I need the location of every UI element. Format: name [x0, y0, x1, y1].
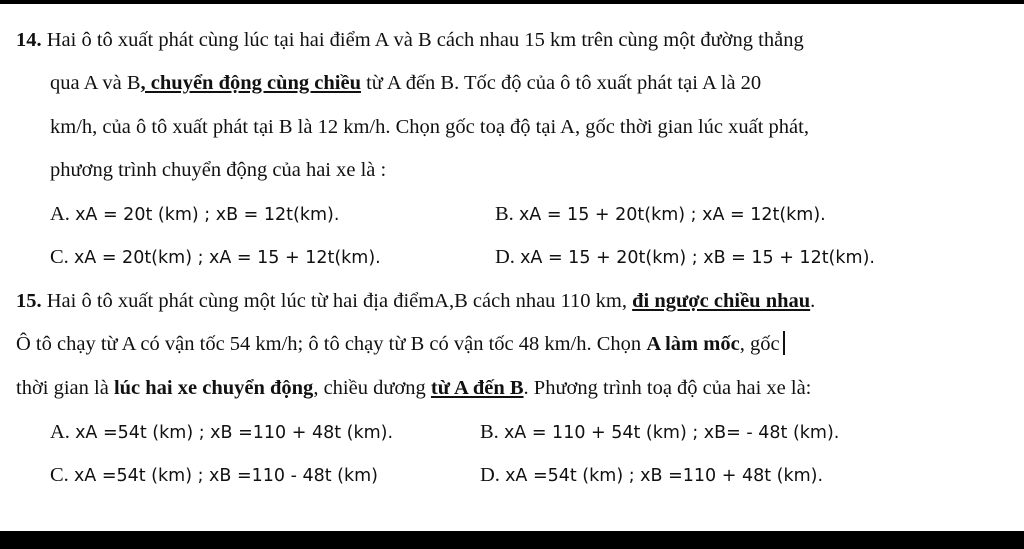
- q14-text-3: km/h, của ô tô xuất phát tại B là 12 km/h. Chọn gốc toạ độ tại A, gốc thời gian lúc xuất phát,: [50, 116, 809, 138]
- q14-option-d: [495, 244, 875, 271]
- option-label: A.: [50, 203, 70, 225]
- q15-bold-3: lúc hai xe chuyển động: [113, 377, 314, 399]
- q14-option-b: [495, 201, 826, 228]
- q15-text-1-end: .: [810, 290, 816, 312]
- option-text: xA =54t (km) ; xB =110 + 48t (km).: [505, 466, 824, 486]
- q14-text-1: Hai ô tô xuất phát cùng lúc tại hai điểm A và B cách nhau 15 km trên cùng một đường thẳng: [46, 29, 804, 51]
- q15-text-1a: Hai ô tô xuất phát cùng một lúc từ hai địa điểmA,B cách nhau 110 km,: [46, 290, 633, 312]
- option-label: C.: [50, 464, 69, 486]
- q14-line-4: [50, 157, 386, 183]
- option-text: xA = 15 + 20t(km) ; xA = 12t(km).: [518, 205, 826, 225]
- q14-text-2a: qua A và B: [50, 72, 141, 94]
- option-text: xA = 15 + 20t(km) ; xB = 15 + 12t(km).: [520, 248, 875, 268]
- q15-text-3a: thời gian là: [16, 377, 114, 399]
- q14-line-3: [50, 114, 809, 140]
- q15-option-a: [50, 419, 393, 446]
- q15-text-3c: . Phương trình toạ độ của hai xe là:: [523, 377, 812, 399]
- q15-emphasis-1: đi ngược chiều nhau: [632, 290, 811, 312]
- option-label: D.: [480, 464, 500, 486]
- q15-line-3: [16, 375, 811, 401]
- q15-line-2: [16, 331, 785, 357]
- q15-option-d: [480, 462, 823, 489]
- option-label: A.: [50, 421, 70, 443]
- option-label: B.: [480, 421, 499, 443]
- q14-text-2b: từ A đến B. Tốc độ của ô tô xuất phát tại A là 20: [360, 72, 762, 94]
- option-label: D.: [495, 246, 515, 268]
- q15-text-3b: , chiều dương: [313, 377, 431, 399]
- q14-line-1: [16, 27, 804, 53]
- q15-emphasis-3: từ A đến B: [430, 377, 524, 399]
- option-label: B.: [495, 203, 514, 225]
- q15-option-c: [50, 462, 378, 489]
- option-label: C.: [50, 246, 69, 268]
- text-cursor: [783, 331, 785, 355]
- option-text: xA =54t (km) ; xB =110 + 48t (km).: [75, 423, 394, 443]
- q14-emphasis: , chuyển động cùng chiều: [140, 72, 361, 94]
- q15-number: 15.: [16, 290, 42, 312]
- q15-text-2a: Ô tô chạy từ A có vận tốc 54 km/h; ô tô chạy từ B có vận tốc 48 km/h. Chọn: [16, 333, 647, 355]
- q15-bold-2: A làm mốc: [646, 333, 740, 355]
- q14-line-2: [50, 70, 761, 96]
- option-text: xA = 20t (km) ; xB = 12t(km).: [75, 205, 340, 225]
- option-text: xA = 110 + 54t (km) ; xB= - 48t (km).: [503, 423, 840, 443]
- q15-text-2b: , gốc: [739, 333, 780, 355]
- q15-option-b: [480, 419, 839, 446]
- bottom-border: [0, 531, 1024, 549]
- q14-option-c: [50, 244, 381, 271]
- option-text: xA =54t (km) ; xB =110 - 48t (km): [73, 466, 378, 486]
- option-text: xA = 20t(km) ; xA = 15 + 12t(km).: [73, 248, 381, 268]
- q14-option-a: [50, 201, 339, 228]
- q14-number: 14.: [16, 29, 42, 51]
- q14-text-4: phương trình chuyển động của hai xe là :: [50, 159, 387, 181]
- q15-line-1: [16, 288, 815, 314]
